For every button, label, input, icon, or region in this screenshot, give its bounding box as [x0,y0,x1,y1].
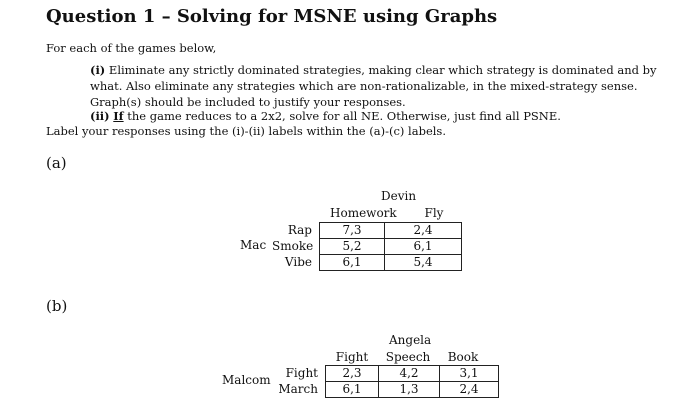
item-ii-text: the game reduces to a 2x2, solve for all NE. Otherwise, just find all PSNE. [123,109,561,123]
table-row [326,366,499,382]
payoff-cell: 6,1 [320,255,385,271]
table-row [320,239,462,255]
game-a-row-player: Mac [240,238,267,252]
label-instruction: Label your responses using the (i)-(ii) labels within the (a)-(c) labels. [46,124,446,138]
payoff-cell: 2,3 [326,366,379,382]
game-b-col-speech: Speech [385,350,431,364]
game-b-row-fight: Fight [285,366,318,380]
payoff-cell: 5,2 [320,239,385,255]
payoff-cell: 3,1 [440,366,499,382]
item-i-marker: (i) [90,63,106,77]
game-a-col-fly: Fly [424,206,444,220]
game-b-payoff-table [325,365,499,398]
game-b-column-player: Angela [389,333,432,347]
part-b-label: (b) [46,297,68,315]
item-ii [90,108,670,124]
table-row [320,223,462,239]
item-i [90,62,670,110]
payoff-cell: 6,1 [326,382,379,398]
game-b-col-book: Book [447,350,479,364]
payoff-cell: 7,3 [320,223,385,239]
intro-text: For each of the games below, [46,41,217,55]
game-a-row-vibe: Vibe [284,255,312,269]
game-a-row-rap: Rap [287,223,312,237]
game-a-payoff-table [319,222,462,271]
part-a-label: (a) [46,154,67,172]
game-a-row-smoke: Smoke [272,239,314,253]
payoff-cell: 6,1 [385,239,462,255]
question-title: Question 1 – Solving for MSNE using Graphs [46,6,498,27]
table-row [320,255,462,271]
item-ii-if: If [113,109,124,123]
payoff-cell: 1,3 [379,382,440,398]
game-a-column-player: Devin [381,189,417,203]
payoff-cell: 2,4 [385,223,462,239]
payoff-cell: 2,4 [440,382,499,398]
payoff-cell: 4,2 [379,366,440,382]
game-a-col-homework: Homework [330,206,397,220]
item-i-text: Eliminate any strictly dominated strategies, making clear which strategy is dominated and by what. Also eliminate any strategies which are non-rationalizable, in the mixed-strategy sense. Graph(s) should be included to justify your responses. [90,63,657,109]
payoff-cell: 5,4 [385,255,462,271]
item-ii-marker: (ii) [90,109,110,123]
table-row [326,382,499,398]
game-b-row-march: March [278,382,318,396]
game-b-row-player: Malcom [222,373,271,387]
game-b-col-fight: Fight [335,350,369,364]
